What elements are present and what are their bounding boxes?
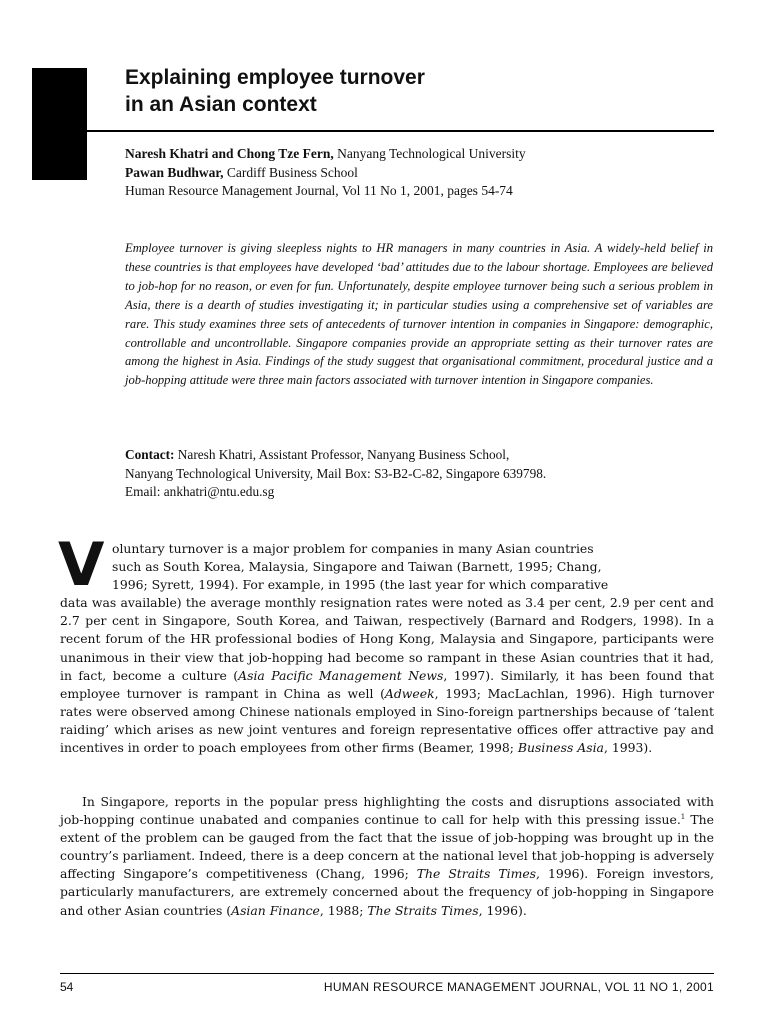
citation-asian-finance: Asian Finance	[231, 902, 320, 918]
author-line-2	[125, 164, 715, 183]
p2-text-1: In Singapore, reports in the popular press highlighting the costs and disruptions associated with job-hopping continue unabated and companies continue to call for help with this pressing issue.	[60, 794, 714, 828]
author-line-1	[125, 145, 715, 164]
author-names-2: Pawan Budhwar,	[125, 164, 224, 180]
author-names-1: Naresh Khatri and Chong Tze Fern,	[125, 146, 334, 161]
footnote-marker: 1	[680, 812, 686, 821]
p2-text-3: , 1996). Foreign investors, particularly manufacturers, are extremely concerned about the frequency of job-hopping in Singapore and other Asian countries (	[60, 866, 714, 918]
author-affiliation-2: Cardiff Business School	[223, 164, 358, 180]
p2-text-2: The extent of the problem can be gauged from the fact that the issue of job-hopping was brought up in the country’s parliament. Indeed, there is a deep concern at the national level that job-hopping is adversely affecting Singapore’s competitiveness (Chang, 1996;	[60, 812, 714, 882]
p1-line-2: such as South Korea, Malaysia, Singapore and Taiwan (Barnett, 1995; Chang,	[112, 559, 602, 575]
footer-divider	[60, 973, 714, 974]
citation-business-asia: Business Asia	[517, 740, 604, 756]
contact-email: Email: ankhatri@ntu.edu.sg	[125, 484, 275, 500]
running-footer: HUMAN RESOURCE MANAGEMENT JOURNAL, VOL 11 NO 1, 2001	[323, 980, 714, 994]
contact-name: Naresh Khatri, Assistant Professor, Nanyang Business School,	[174, 447, 510, 462]
p1-text-3: , 1993; MacLachlan, 1996). High turnover rates were observed among Chinese nationals employed in Sino-foreign partnerships because of ‘talent raiding’ which arises as new joint ventures and foreign representative offices offer attractive pay and incentives in order to poach employees from other firms (Beamer, 1998;	[60, 685, 714, 756]
p1-line-3: 1996; Syrett, 1994). For example, in 1995 (the last year for which comparative	[112, 577, 609, 593]
author-affiliation-1: Nanyang Technological University	[333, 146, 526, 161]
author-block	[125, 145, 715, 201]
title-line-1: Explaining employee turnover	[125, 66, 425, 89]
citation-straits-times-1: The Straits Times	[416, 866, 537, 882]
journal-citation: Human Resource Management Journal, Vol 11 No 1, 2001, pages 54-74	[125, 183, 513, 198]
contact-label: Contact:	[125, 447, 175, 462]
citation-straits-times-2: The Straits Times	[367, 902, 479, 918]
p1-continued	[60, 594, 714, 757]
contact-block	[125, 446, 715, 502]
p2-text	[60, 793, 714, 920]
p2-text-4: , 1988;	[319, 902, 368, 918]
p1-line-1: oluntary turnover is a major problem for companies in many Asian countries	[112, 541, 594, 556]
p1-text-4: , 1993).	[603, 740, 653, 756]
abstract: Employee turnover is giving sleepless nights to HR managers in many countries in Asia. A widely-held belief in these countries is that employees have developed ‘bad’ attitudes due to the labour shortage. Employees are believed to job-hop for no reason, or even for fun. Unfortunately, despite employee turnover being such a serious problem in Asia, there is a dearth of studies investigating it; in particular studies using a comprehensive set of variables are rare. This study examines three sets of antecedents of turnover intention in companies in Singapore: demographic, controllable and uncontrollable. Singapore companies provide an appropriate setting as their turnover rates are among the highest in Asia. Findings of the study suggest that organisational commitment, procedural justice and a job-hopping attitude were three main factors associated with turnover intention in Singapore companies.	[125, 241, 713, 388]
citation-adweek: Adweek	[384, 685, 435, 701]
article-title	[125, 64, 425, 118]
title-line-2: in an Asian context	[125, 93, 317, 116]
drop-cap: V	[58, 530, 105, 600]
contact-line-1	[125, 446, 715, 465]
p1-text-2: , 1997). Similarly, it has been found that employee turnover is rampant in China as well (	[60, 667, 715, 701]
citation-asia-pacific: Asia Pacific Management News	[238, 667, 444, 683]
p1-text-1: data was available) the average monthly resignation rates were noted as 3.4 per cent, 2.9 per cent and 2.7 per cent in Singapore, South Korea, and Taiwan, respectively (Barnard and Rodgers, 1998). In a recent forum of the HR professional bodies of Hong Kong, Malaysia and Singapore, participants were unanimous in their view that job-hopping had become so rampant in these Asian countries that it had, in fact, become a culture (	[60, 595, 714, 683]
section-marker-bar	[32, 68, 87, 180]
body-paragraph-2	[60, 793, 714, 920]
body-paragraph-1	[60, 540, 714, 757]
page-number: 54	[60, 980, 74, 994]
title-divider	[87, 130, 714, 132]
p2-text-5: , 1996).	[478, 902, 527, 918]
contact-address: Nanyang Technological University, Mail Box: S3-B2-C-82, Singapore 639798.	[125, 465, 547, 481]
